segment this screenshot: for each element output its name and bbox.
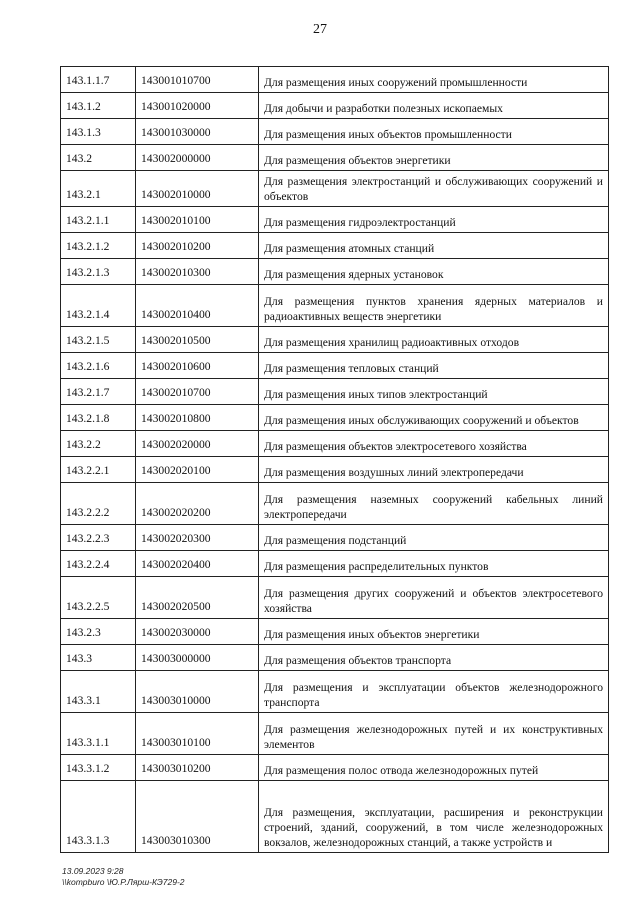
row-description: Для размещения объектов транспорта: [259, 645, 609, 671]
table-row: [61, 353, 609, 379]
table-row: [61, 525, 609, 551]
row-description: Для размещения и эксплуатации объектов железнодорожного транспорта: [259, 671, 609, 713]
row-description: Для размещения ядерных установок: [259, 259, 609, 285]
table-row: [61, 285, 609, 327]
row-number: 143003010300: [136, 781, 259, 853]
footer-timestamp: 13.09.2023 9:28: [62, 866, 124, 876]
row-number: 143002010700: [136, 379, 259, 405]
row-code: 143.1.2: [61, 93, 136, 119]
row-description: Для размещения других сооружений и объектов электросетевого хозяйства: [259, 577, 609, 619]
row-code: 143.3.1.1: [61, 713, 136, 755]
row-description: Для размещения гидроэлектростанций: [259, 207, 609, 233]
table-row: [61, 781, 609, 853]
row-number: 143003010100: [136, 713, 259, 755]
table-row: [61, 327, 609, 353]
table-row: [61, 619, 609, 645]
row-number: 143002020000: [136, 431, 259, 457]
row-number: 143002010100: [136, 207, 259, 233]
row-code: 143.2.2.3: [61, 525, 136, 551]
row-code: 143.3.1.3: [61, 781, 136, 853]
row-code: 143.2.2.4: [61, 551, 136, 577]
row-description: Для размещения иных объектов энергетики: [259, 619, 609, 645]
row-number: 143002030000: [136, 619, 259, 645]
table-row: [61, 259, 609, 285]
row-code: 143.2: [61, 145, 136, 171]
row-number: 143002010000: [136, 171, 259, 207]
row-code: 143.2.1.3: [61, 259, 136, 285]
row-number: 143002010600: [136, 353, 259, 379]
row-number: 143001030000: [136, 119, 259, 145]
row-number: 143002020100: [136, 457, 259, 483]
row-description: Для размещения иных типов электростанций: [259, 379, 609, 405]
row-code: 143.2.1.6: [61, 353, 136, 379]
row-code: 143.1.1.7: [61, 67, 136, 93]
table-row: [61, 207, 609, 233]
row-number: 143002010300: [136, 259, 259, 285]
table-row: [61, 405, 609, 431]
row-description: Для добычи и разработки полезных ископаемых: [259, 93, 609, 119]
row-description: Для размещения иных объектов промышленности: [259, 119, 609, 145]
table-row: [61, 551, 609, 577]
table-row: [61, 713, 609, 755]
row-code: 143.2.3: [61, 619, 136, 645]
row-description: Для размещения подстанций: [259, 525, 609, 551]
row-description: Для размещения объектов электросетевого хозяйства: [259, 431, 609, 457]
footer-file-path: \\kompburo \Ю.Р.Лярш-КЭ729-2: [62, 877, 185, 888]
classifier-table-body: [61, 67, 609, 853]
row-code: 143.3.1: [61, 671, 136, 713]
row-description: Для размещения пунктов хранения ядерных материалов и радиоактивных веществ энергетики: [259, 285, 609, 327]
row-number: 143002010800: [136, 405, 259, 431]
table-row: [61, 171, 609, 207]
table-row: [61, 145, 609, 171]
row-code: 143.3: [61, 645, 136, 671]
classifier-table: [60, 66, 609, 853]
row-description: Для размещения атомных станций: [259, 233, 609, 259]
row-code: 143.3.1.2: [61, 755, 136, 781]
table-row: [61, 755, 609, 781]
row-code: 143.1.3: [61, 119, 136, 145]
row-code: 143.2.1: [61, 171, 136, 207]
row-code: 143.2.2: [61, 431, 136, 457]
table-row: [61, 671, 609, 713]
row-code: 143.2.1.2: [61, 233, 136, 259]
row-number: 143002020300: [136, 525, 259, 551]
row-number: 143002010400: [136, 285, 259, 327]
row-number: 143002020500: [136, 577, 259, 619]
row-number: 143003000000: [136, 645, 259, 671]
row-number: 143003010200: [136, 755, 259, 781]
table-row: [61, 645, 609, 671]
row-code: 143.2.2.2: [61, 483, 136, 525]
row-code: 143.2.1.5: [61, 327, 136, 353]
row-description: Для размещения электростанций и обслуживающих сооружений и объектов: [259, 171, 609, 207]
page-number: 27: [313, 22, 327, 37]
row-code: 143.2.1.4: [61, 285, 136, 327]
row-description: Для размещения наземных сооружений кабельных линий электропередачи: [259, 483, 609, 525]
row-number: 143001010700: [136, 67, 259, 93]
row-number: 143003010000: [136, 671, 259, 713]
row-description: Для размещения хранилищ радиоактивных отходов: [259, 327, 609, 353]
row-description: Для размещения, эксплуатации, расширения и реконструкции строений, зданий, сооружений, в том числе железнодорожных вокзалов, железнодорожных станций, а также устройств и: [259, 781, 609, 853]
table-row: [61, 119, 609, 145]
row-code: 143.2.2.1: [61, 457, 136, 483]
row-code: 143.2.1.7: [61, 379, 136, 405]
table-row: [61, 483, 609, 525]
row-number: 143001020000: [136, 93, 259, 119]
table-row: [61, 577, 609, 619]
row-description: Для размещения железнодорожных путей и их конструктивных элементов: [259, 713, 609, 755]
table-row: [61, 93, 609, 119]
row-description: Для размещения иных обслуживающих сооружений и объектов: [259, 405, 609, 431]
document-footer: [62, 866, 185, 889]
table-row: [61, 379, 609, 405]
table-row: [61, 457, 609, 483]
row-description: Для размещения иных сооружений промышленности: [259, 67, 609, 93]
row-code: 143.2.1.1: [61, 207, 136, 233]
row-number: 143002000000: [136, 145, 259, 171]
row-description: Для размещения объектов энергетики: [259, 145, 609, 171]
table-row: [61, 431, 609, 457]
row-number: 143002010200: [136, 233, 259, 259]
row-number: 143002010500: [136, 327, 259, 353]
row-description: Для размещения тепловых станций: [259, 353, 609, 379]
row-code: 143.2.2.5: [61, 577, 136, 619]
table-row: [61, 67, 609, 93]
row-number: 143002020200: [136, 483, 259, 525]
row-code: 143.2.1.8: [61, 405, 136, 431]
row-description: Для размещения воздушных линий электропередачи: [259, 457, 609, 483]
row-description: Для размещения распределительных пунктов: [259, 551, 609, 577]
row-number: 143002020400: [136, 551, 259, 577]
row-description: Для размещения полос отвода железнодорожных путей: [259, 755, 609, 781]
table-row: [61, 233, 609, 259]
